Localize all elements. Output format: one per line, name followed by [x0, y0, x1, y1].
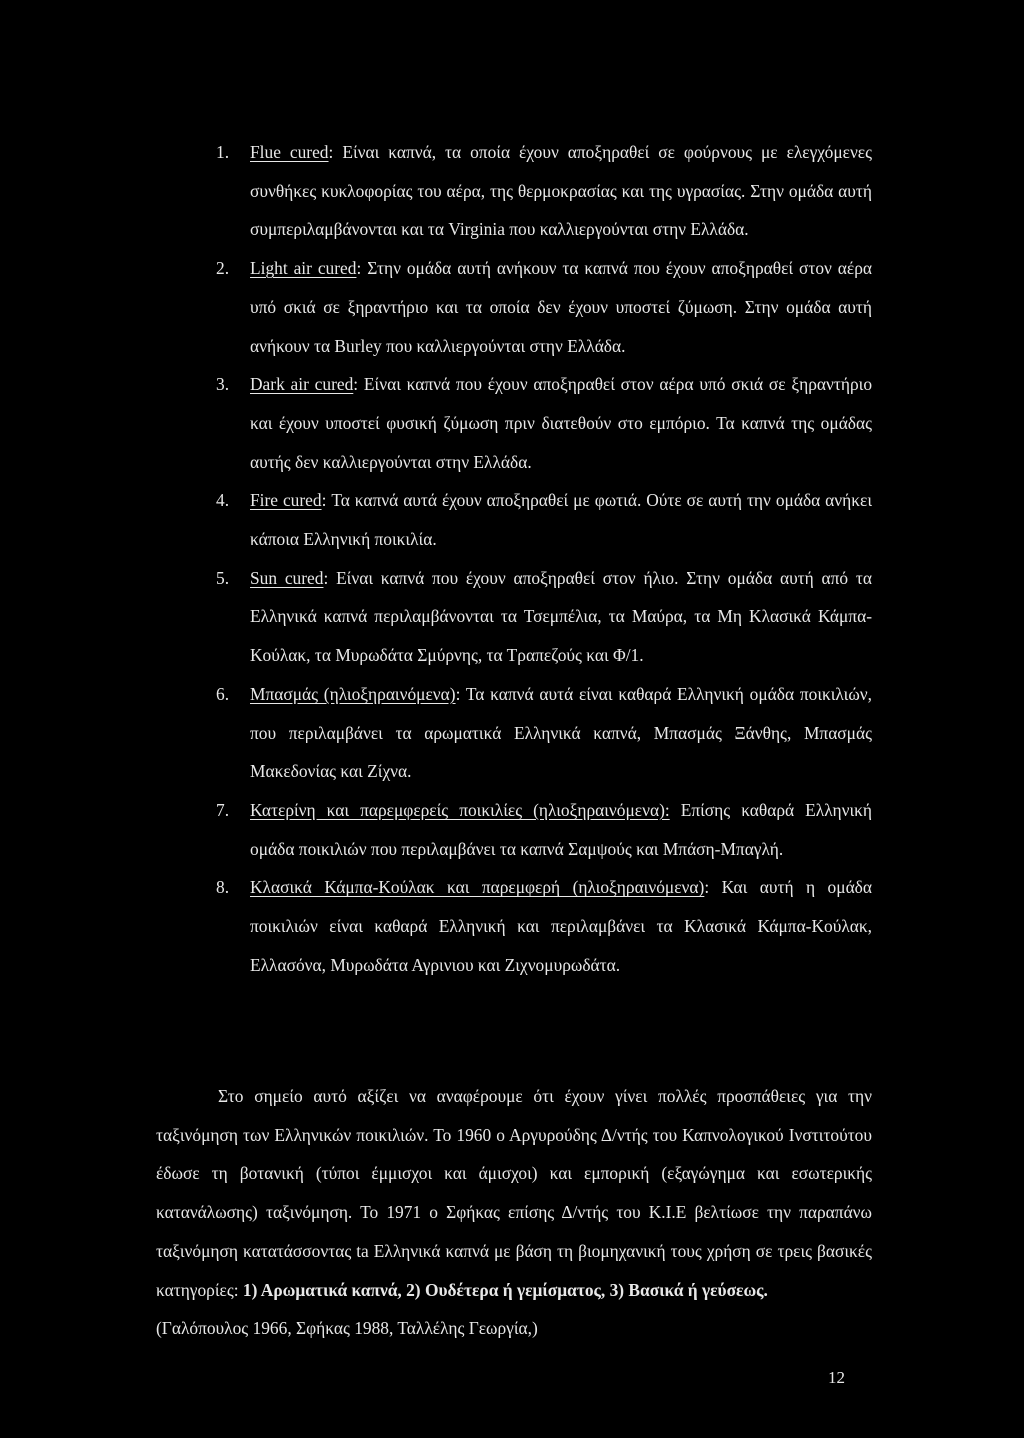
list-item-separator: : [328, 142, 334, 162]
list-item-text: Τα καπνά αυτά είναι καθαρά Ελληνική ομάδα ποικιλιών, που περιλαμβάνει τα αρωματικά Ελληνικά καπνά, Μπασμάς Ξάνθης, Μπασμάς Μακεδονίας και Ζίχνα. [250, 683, 872, 782]
citation-text: (Γαλόπουλος 1966, Σφήκας 1988, Ταλλέλης Γεωργία,) [156, 1318, 538, 1339]
list-item-term: Κατερίνη και παρεμφερείς ποικιλίες (ηλιοξηραινόμενα): [250, 799, 670, 820]
list-item-text: Τα καπνά αυτά έχουν αποξηραθεί με φωτιά. Ούτε σε αυτή την ομάδα ανήκει κάποια Ελληνική ποικιλία. [250, 490, 872, 550]
list-item-term: Μπασμάς (ηλιοξηραινόμενα) [250, 683, 456, 704]
list-item-text: Είναι καπνά, τα οποία έχουν αποξηραθεί σε φούρνους με ελεγχόμενες συνθήκες κυκλοφορίας του αέρα, της θερμοκρασίας και της υγρασίας. Στην ομάδα αυτή συμπεριλαμβάνονται και τα Virginia που καλλιεργούνται στην Ελλάδα. [250, 142, 872, 240]
list-item-separator: : [323, 567, 329, 588]
list-item [216, 133, 872, 249]
list-item [216, 481, 872, 558]
list-item-number: 4. [216, 490, 230, 511]
body-paragraph [156, 1077, 872, 1348]
list-item-number: 2. [216, 258, 230, 279]
paragraph-text: Στο σημείο αυτό αξίζει να αναφέρουμε ότι έχουν γίνει πολλές προσπάθειες για την ταξινόμηση των Ελληνικών ποικιλιών. Το 1960 ο Αργυρούδης Δ/ντής του Καπνολογικού Ινστιτούτου έδωσε τη βοτανική (τύποι έμμισχοι και άμισχοι) και εμπορική (εξαγώγημα και εσωτερικής κατανάλωσης) ταξινόμηση. Το 1971 ο Σφήκας επίσης Δ/ντής του Κ.Ι.Ε βελτίωσε την παραπάνω ταξινόμηση κατατάσσοντας ta Ελληνικά καπνά με βάση τη βιομηχανική τους χρήση σε τρεις βασικές κατηγορίες: [156, 1086, 872, 1300]
list-item-term: Dark air cured [250, 374, 354, 395]
list-item-text: Επίσης καθαρά Ελληνική ομάδα ποικιλιών που περιλαμβάνει τα καπνά Σαμψούς και Μπάση-Μπαγλή. [250, 799, 873, 859]
list-item-number: 3. [216, 374, 230, 395]
list-item [216, 675, 872, 791]
list-item-separator: : [704, 877, 710, 898]
list-item-number: 7. [216, 799, 230, 820]
list-item [216, 249, 872, 365]
list-item-term: Sun cured [250, 567, 324, 588]
list-item-text: Στην ομάδα αυτή ανήκουν τα καπνά που έχουν αποξηραθεί στον αέρα υπό σκιά σε ξηραντήριο και τα οποία δεν έχουν υποστεί ζύμωση. Στην ομάδα αυτή ανήκουν τα Burley που καλλιεργούνται στην Ελλάδα. [250, 258, 872, 356]
list-item [216, 559, 872, 675]
list-item-separator: : [353, 374, 359, 395]
list-item-text: Είναι καπνά που έχουν αποξηραθεί στον ήλιο. Στην ομάδα αυτή από τα Ελληνικά καπνά περιλαμβάνονται τα Τσεμπέλια, τα Μαύρα, τα Μη Κλασικά Κάμπα-Κούλακ, τα Μυρωδάτα Σμύρνης, τα Τραπεζούς και Φ/1. [250, 567, 872, 666]
list-item-term: Flue cured [250, 142, 329, 162]
list-item [216, 791, 872, 868]
categories-text: 1) Αρωματικά καπνά, 2) Ουδέτερα ή γεμίσματος, 3) Βασικά ή γεύσεως. [242, 1279, 768, 1300]
list-item-separator: : [455, 683, 461, 704]
list-item [216, 868, 872, 984]
curing-types-list [216, 133, 872, 984]
list-item-text: Είναι καπνά που έχουν αποξηραθεί στον αέρα υπό σκιά σε ξηραντήριο και έχουν υποστεί φυσική ζύμωση πριν διατεθούν στο εμπόριο. Τα καπνά της ομάδας αυτής δεν καλλιεργούνται στην Ελλάδα. [250, 374, 873, 472]
list-item-number: 5. [216, 567, 230, 588]
list-item-term: Κλασικά Κάμπα-Κούλακ και παρεμφερή (ηλιοξηραινόμενα) [250, 877, 705, 898]
list-item-separator: : [356, 258, 362, 279]
list-item-separator: : [321, 490, 327, 511]
page-number: 12 [828, 1368, 845, 1387]
list-item-number: 8. [216, 877, 230, 898]
list-item-number: 1. [216, 142, 230, 162]
list-item-term: Fire cured [250, 490, 322, 511]
list-item-number: 6. [216, 683, 230, 704]
list-item-text: Και αυτή η ομάδα ποικιλιών είναι καθαρά Ελληνική και περιλαμβάνει τα Κλασικά Κάμπα-Κούλακ, Ελλασόνα, Μυρωδάτα Αγρινιου και Ζιχνομυρωδάτα. [250, 877, 872, 975]
list-item [216, 365, 872, 481]
list-item-term: Light air cured [250, 258, 357, 279]
